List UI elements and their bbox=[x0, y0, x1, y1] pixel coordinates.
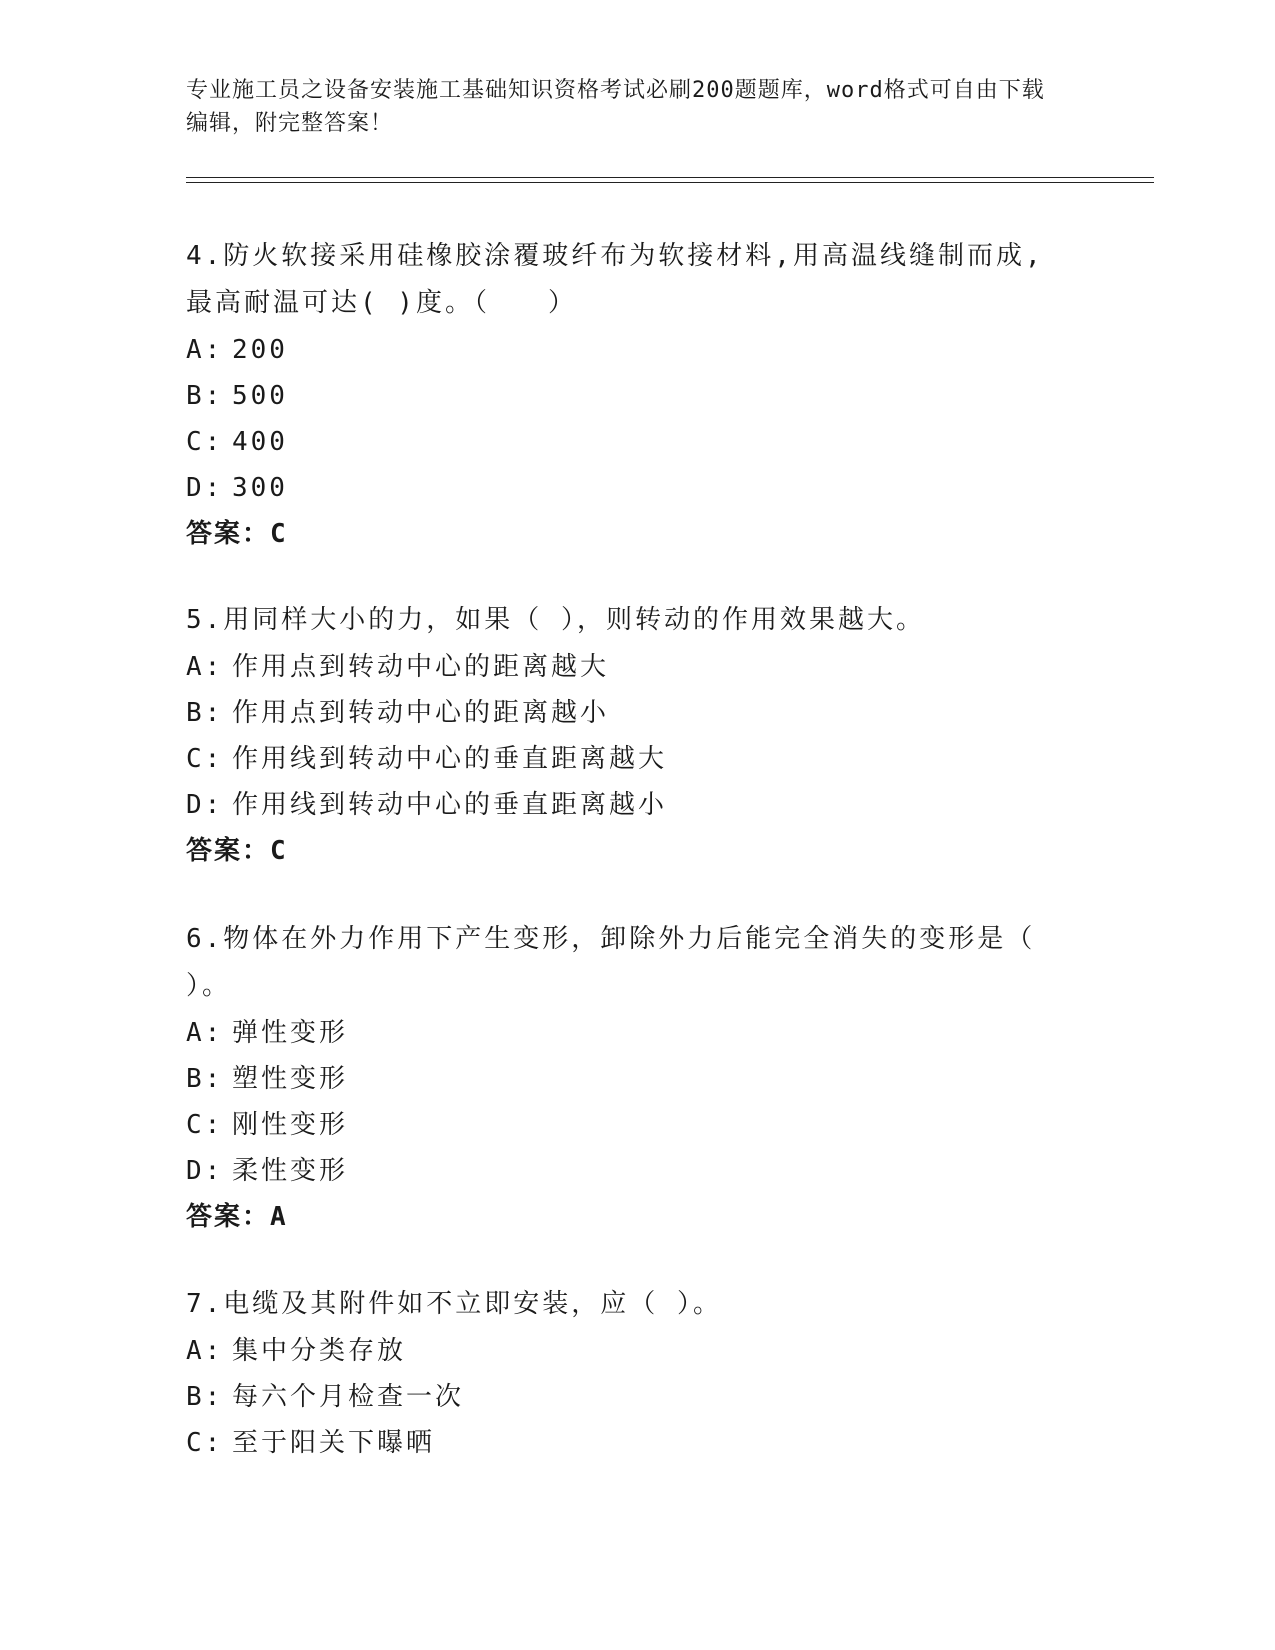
option-text: 塑性变形 bbox=[232, 1064, 349, 1094]
option-d bbox=[186, 782, 1066, 828]
option-letter: B: bbox=[186, 1064, 224, 1094]
option-letter: A: bbox=[186, 1336, 224, 1366]
option-text: 300 bbox=[232, 473, 288, 503]
option-b bbox=[186, 1374, 1066, 1420]
option-text: 集中分类存放 bbox=[232, 1336, 407, 1366]
option-letter: C: bbox=[186, 427, 224, 457]
header-divider-top bbox=[186, 177, 1154, 178]
option-b bbox=[186, 1056, 1066, 1102]
option-text: 作用点到转动中心的距离越大 bbox=[232, 652, 610, 682]
question-7 bbox=[186, 1281, 1066, 1466]
question-4 bbox=[186, 233, 1066, 557]
option-text: 作用线到转动中心的垂直距离越小 bbox=[232, 790, 668, 820]
option-b bbox=[186, 690, 1066, 736]
option-letter: A: bbox=[186, 652, 224, 682]
option-text: 作用点到转动中心的距离越小 bbox=[232, 698, 610, 728]
option-letter: B: bbox=[186, 381, 224, 411]
option-a bbox=[186, 327, 1066, 373]
option-c bbox=[186, 736, 1066, 782]
question-stem: 4.防火软接采用硅橡胶涂覆玻纤布为软接材料,用高温线缝制而成,最高耐温可达( )度。（ ） bbox=[186, 241, 1044, 318]
option-text: 至于阳关下曝晒 bbox=[232, 1428, 436, 1458]
option-letter: A: bbox=[186, 1018, 224, 1048]
question-6 bbox=[186, 916, 1066, 1240]
option-letter: D: bbox=[186, 1156, 224, 1186]
option-letter: A: bbox=[186, 335, 224, 365]
option-letter: B: bbox=[186, 698, 224, 728]
option-letter: C: bbox=[186, 1428, 224, 1458]
option-text: 柔性变形 bbox=[232, 1156, 349, 1186]
question-5 bbox=[186, 597, 1066, 874]
option-b bbox=[186, 373, 1066, 419]
option-letter: C: bbox=[186, 744, 224, 774]
answer-line: 答案：A bbox=[186, 1202, 288, 1232]
option-letter: D: bbox=[186, 473, 224, 503]
option-c bbox=[186, 1102, 1066, 1148]
option-a bbox=[186, 1328, 1066, 1374]
option-c bbox=[186, 1420, 1066, 1466]
option-text: 200 bbox=[232, 335, 288, 365]
option-letter: B: bbox=[186, 1382, 224, 1412]
option-a bbox=[186, 1010, 1066, 1056]
question-stem: 6.物体在外力作用下产生变形，卸除外力后能完全消失的变形是（ ）。 bbox=[186, 924, 1036, 1001]
option-a bbox=[186, 644, 1066, 690]
option-letter: D: bbox=[186, 790, 224, 820]
option-text: 刚性变形 bbox=[232, 1110, 349, 1140]
option-text: 400 bbox=[232, 427, 288, 457]
option-c bbox=[186, 419, 1066, 465]
option-text: 500 bbox=[232, 381, 288, 411]
option-d bbox=[186, 465, 1066, 511]
option-text: 每六个月检查一次 bbox=[232, 1382, 465, 1412]
answer-line: 答案：C bbox=[186, 519, 288, 549]
question-stem: 7.电缆及其附件如不立即安装，应（ ）。 bbox=[186, 1289, 722, 1319]
header-divider-bottom bbox=[186, 182, 1154, 183]
question-stem: 5.用同样大小的力，如果（ ），则转动的作用效果越大。 bbox=[186, 605, 925, 635]
option-d bbox=[186, 1148, 1066, 1194]
option-text: 弹性变形 bbox=[232, 1018, 349, 1048]
option-text: 作用线到转动中心的垂直距离越大 bbox=[232, 744, 668, 774]
document-header: 专业施工员之设备安装施工基础知识资格考试必刷200题题库，word格式可自由下载编辑，附完整答案！ bbox=[186, 78, 1045, 136]
answer-line: 答案：C bbox=[186, 836, 288, 866]
option-letter: C: bbox=[186, 1110, 224, 1140]
